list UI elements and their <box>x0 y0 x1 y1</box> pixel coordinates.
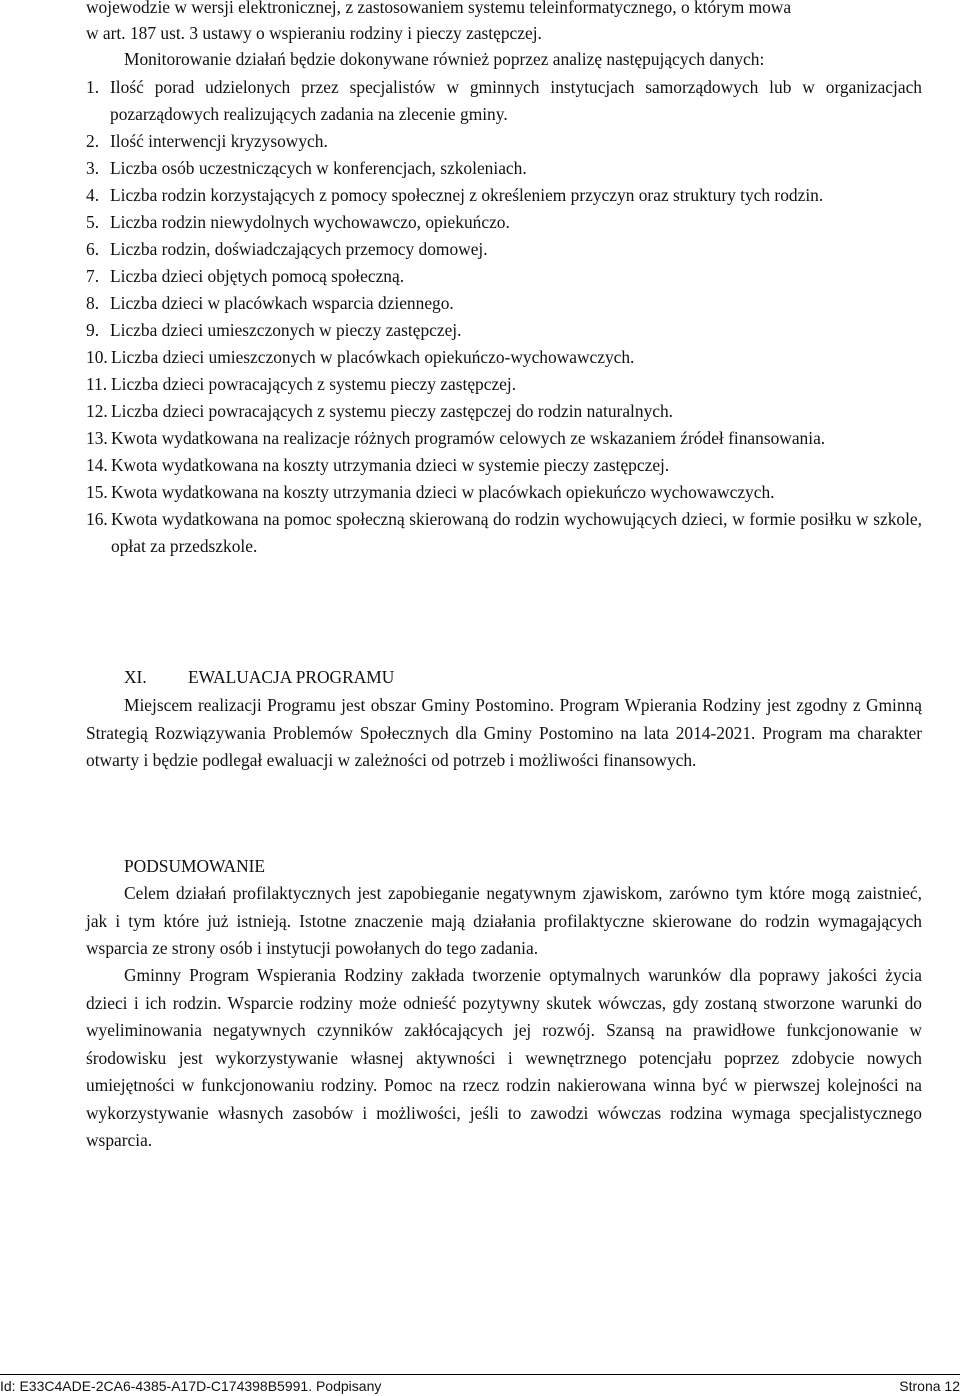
list-item-number: 14. <box>86 455 108 475</box>
intro-line-1: wojewodzie w wersji elektronicznej, z zastosowaniem systemu teleinformatycznego, o którym mowa <box>86 0 792 17</box>
list-item-number: 9. <box>86 320 100 340</box>
list-item-number: 10. <box>86 347 108 367</box>
list-item-number: 12. <box>86 401 108 421</box>
list-item <box>86 344 922 371</box>
list-item <box>86 290 922 317</box>
intro-line-2: w art. 187 ust. 3 ustawy o wspieraniu rodziny i pieczy zastępczej. <box>86 23 542 43</box>
list-item-number: 2. <box>86 131 100 151</box>
footer-document-id: Id: E33C4ADE-2CA6-4385-A17D-C174398B5991. Podpisany <box>0 1378 382 1394</box>
footer-page-number: Strona 12 <box>899 1378 960 1394</box>
list-item-number: 7. <box>86 266 100 286</box>
list-item <box>86 317 922 344</box>
ewaluacja-paragraph: Miejscem realizacji Programu jest obszar Gminy Postomino. Program Wpierania Rodziny jest zgodny z Gminną Strategią Rozwiązywania Problemów Społecznych dla Gminy Postomino na lata 2014-2021. Program ma charakter otwarty i będzie podlegał ewaluacji w zależności od potrzeb i możliwości finansowych. <box>86 695 922 770</box>
list-item-text: Ilość interwencji kryzysowych. <box>110 131 328 151</box>
list-item <box>86 182 922 209</box>
list-item-text: Liczba rodzin, doświadczających przemocy domowej. <box>110 239 488 259</box>
list-item <box>86 425 922 452</box>
list-item-text: Liczba dzieci w placówkach wsparcia dziennego. <box>110 293 454 313</box>
list-item <box>86 74 922 128</box>
list-item-text: Liczba dzieci objętych pomocą społeczną. <box>110 266 405 286</box>
list-item <box>86 398 922 425</box>
list-item-text: Kwota wydatkowana na pomoc społeczną skierowaną do rodzin wychowujących dzieci, w formie posiłku w szkole, opłat za przedszkole. <box>111 509 922 556</box>
list-item <box>86 209 922 236</box>
footer-divider <box>0 1374 960 1375</box>
list-item <box>86 155 922 182</box>
list-item-text: Kwota wydatkowana na koszty utrzymania dzieci w placówkach opiekuńczo wychowawczych. <box>111 482 775 502</box>
list-item <box>86 128 922 155</box>
list-item-text: Liczba dzieci powracających z systemu pieczy zastępczej do rodzin naturalnych. <box>111 401 674 421</box>
list-item <box>86 479 922 506</box>
list-item-number: 5. <box>86 212 100 232</box>
list-item-number: 13. <box>86 428 108 448</box>
list-item-number: 4. <box>86 185 100 205</box>
list-item-number: 8. <box>86 293 100 313</box>
list-item-text: Liczba dzieci powracających z systemu pieczy zastępczej. <box>111 374 517 394</box>
list-item <box>86 506 922 560</box>
monitoring-data-list <box>86 74 922 560</box>
list-item-number: 11. <box>86 374 108 394</box>
list-item-number: 16. <box>86 509 108 529</box>
list-item-text: Liczba rodzin niewydolnych wychowawczo, opiekuńczo. <box>110 212 510 232</box>
list-item-text: Kwota wydatkowana na realizacje różnych programów celowych ze wskazaniem źródeł finansowania. <box>111 428 826 448</box>
list-item-text: Liczba osób uczestniczących w konferencjach, szkoleniach. <box>110 158 527 178</box>
list-item <box>86 236 922 263</box>
podsumowanie-paragraph-2: Gminny Program Wspierania Rodziny zakłada tworzenie optymalnych warunków dla poprawy jakości życia dzieci i ich rodzin. Wsparcie rodziny może odnieść pozytywny skutek wówczas, gdy zostaną stworzone warunki do wyeliminowania negatywnych czynników zakłócających jej rozwój. Szansą na prawidłowe funkcjonowanie w środowisku jest wykorzystywanie własnej aktywności i wewnętrznego potencjału poprzez zdobycie nowych umiejętności w funkcjonowaniu rodziny. Pomoc na rzecz rodzin nakierowana winna być w pierwszej kolejności na wykorzystywanie własnych zasobów i możliwości, jeśli to zawodzi wówczas rodzina wymaga specjalistycznego wsparcia. <box>86 965 922 1150</box>
list-item <box>86 263 922 290</box>
list-item-text: Liczba dzieci umieszczonych w pieczy zastępczej. <box>110 320 462 340</box>
intro-line-3: Monitorowanie działań będzie dokonywane również poprzez analizę następujących danych: <box>124 49 765 69</box>
list-item-number: 3. <box>86 158 100 178</box>
list-item <box>86 452 922 479</box>
list-item-number: 15. <box>86 482 108 502</box>
list-item-text: Kwota wydatkowana na koszty utrzymania dzieci w systemie pieczy zastępczej. <box>111 455 670 475</box>
list-item-text: Liczba rodzin korzystających z pomocy społecznej z określeniem przyczyn oraz struktury tych rodzin. <box>110 185 824 205</box>
section-heading-ewaluacja <box>124 664 394 691</box>
list-item-number: 6. <box>86 239 100 259</box>
list-item <box>86 371 922 398</box>
section-number: XI. <box>124 667 147 687</box>
list-item-text: Liczba dzieci umieszczonych w placówkach opiekuńczo-wychowawczych. <box>111 347 635 367</box>
podsumowanie-heading: PODSUMOWANIE <box>124 856 266 876</box>
section-title: EWALUACJA PROGRAMU <box>188 667 395 687</box>
podsumowanie-paragraph-1: Celem działań profilaktycznych jest zapobieganie negatywnym zjawiskom, zarówno tym które mogą zaistnieć, jak i tym które już istnieją. Istotne znaczenie mają działania profilaktyczne skierowane do rodzin wymagających wsparcia ze strony osób i instytucji powołanych do tego zadania. <box>86 883 922 958</box>
list-item-text: Ilość porad udzielonych przez specjalistów w gminnych instytucjach samorządowych lub w organizacjach pozarządowych realizujących zadania na zlecenie gminy. <box>110 77 922 124</box>
list-item-number: 1. <box>86 77 100 97</box>
